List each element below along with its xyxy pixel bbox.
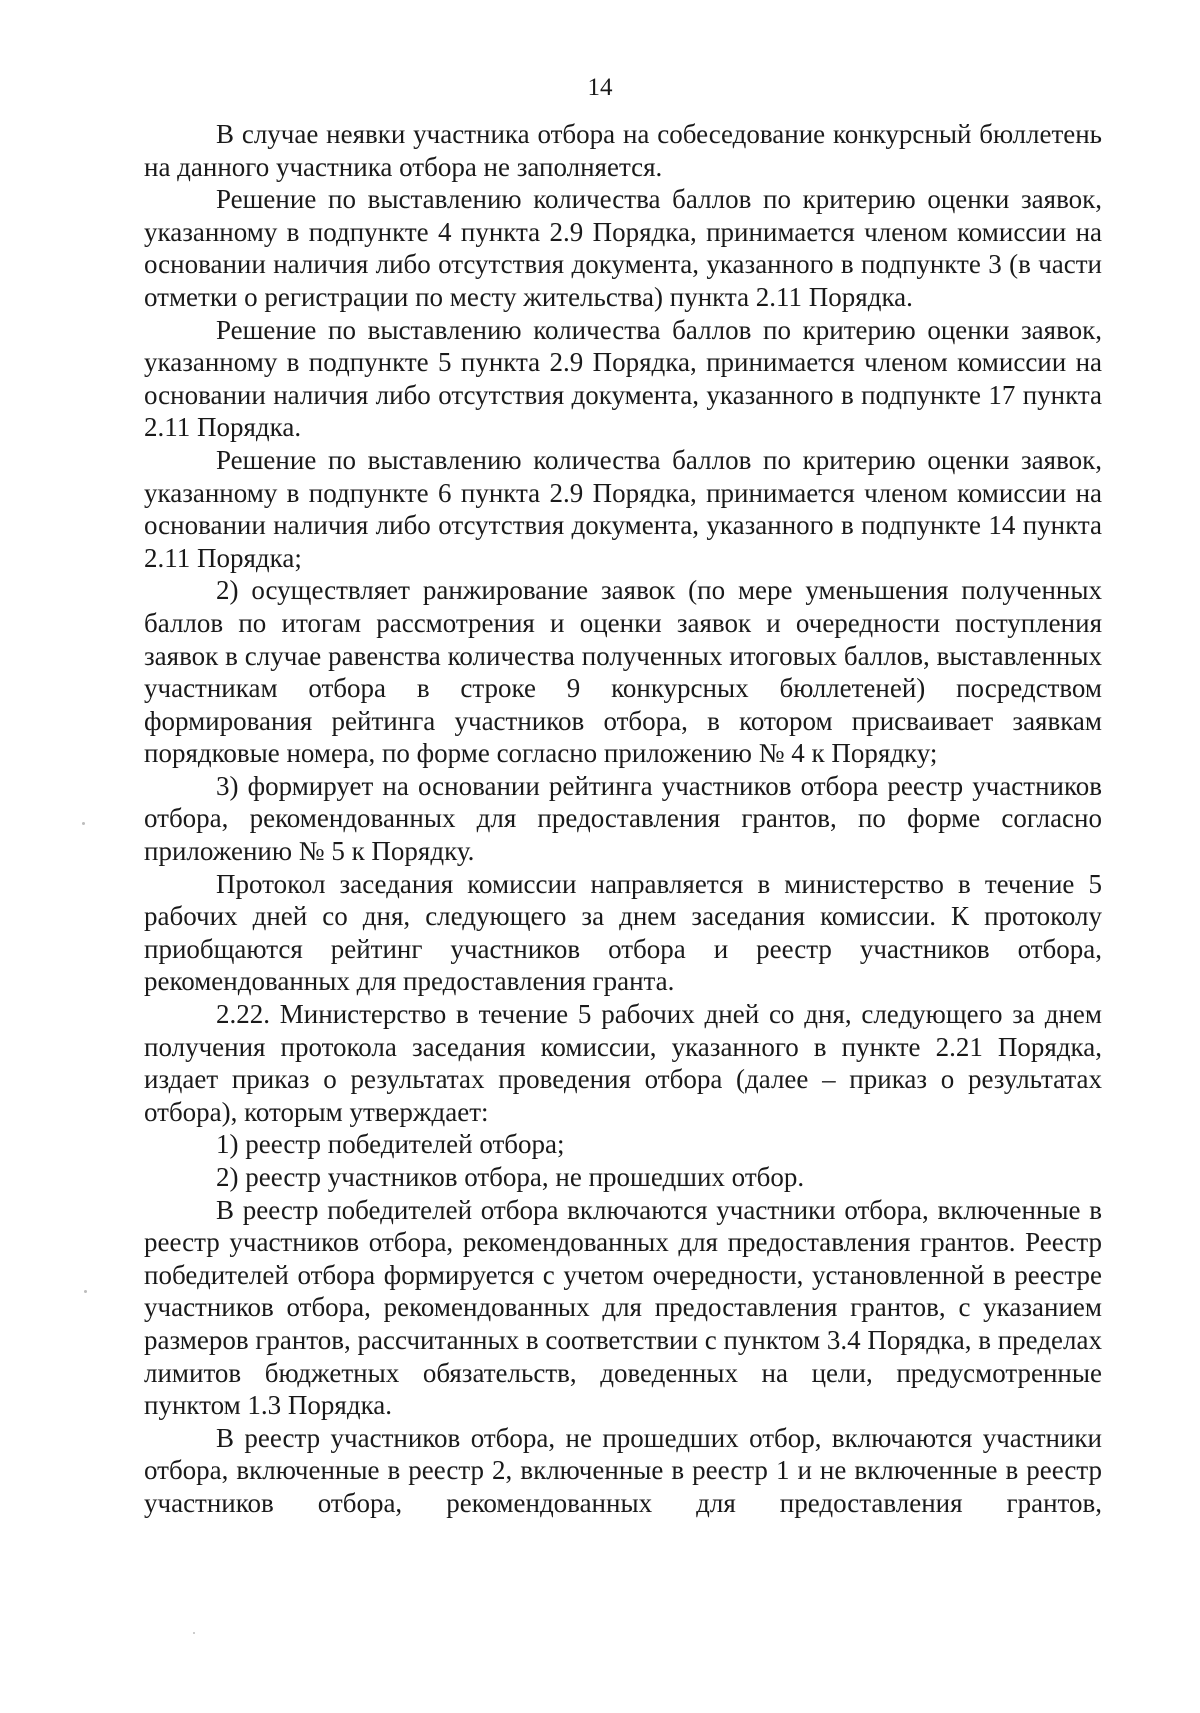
paragraph: В реестр участников отбора, не прошедших отбор, включаются участники отбора, включенные в реестр 2, включенные в реестр 1 и не включенные в реестр участников отбора, рекомендованных для предоставления грантов, — [144, 1422, 1102, 1518]
paragraph: Решение по выставлению количества баллов по критерию оценки заявок, указанному в подпункте 4 пункта 2.9 Порядка, принимается членом комиссии на основании наличия либо отсутствия документа, указанного в подпункте 3 (в части отметки о регистрации по месту жительства) пункта 2.11 Порядка. — [144, 184, 1102, 312]
paragraph: 3) формирует на основании рейтинга участников отбора реестр участников отбора, рекомендованных для предоставления грантов, по форме согласно приложению № 5 к Порядку. — [144, 770, 1102, 867]
paragraph: 2) реестр участников отбора, не прошедших отбор. — [216, 1162, 805, 1192]
paragraph: В реестр победителей отбора включаются участники отбора, включенные в реестр участников отбора, рекомендованных для предоставления грантов. Реестр победителей отбора формируется с учетом очередности, установленной в реестре участников отбора, рекомендованных для предоставления грантов, с указанием размеров грантов, рассчитанных в соответствии с пунктом 3.4 Порядка, в пределах лимитов бюджетных обязательств, доведенных на цели, предусмотренные пунктом 1.3 Порядка. — [144, 1194, 1102, 1421]
paragraph: Решение по выставлению количества баллов по критерию оценки заявок, указанному в подпункте 6 пункта 2.9 Порядка, принимается членом комиссии на основании наличия либо отсутствия документа, указанного в подпункте 14 пункта 2.11 Порядка; — [144, 444, 1102, 573]
paragraph: 1) реестр победителей отбора; — [216, 1129, 565, 1160]
paragraph: Протокол заседания комиссии направляется в министерство в течение 5 рабочих дней со дня, следующего за днем заседания комиссии. К протоколу приобщаются рейтинг участников отбора и реестр участников отбора, рекомендованных для предоставления гранта. — [144, 868, 1102, 997]
scan-speck — [82, 822, 85, 825]
page-number: 14 — [587, 74, 613, 101]
paragraph: Решение по выставлению количества баллов по критерию оценки заявок, указанному в подпункте 5 пункта 2.9 Порядка, принимается членом комиссии на основании наличия либо отсутствия документа, указанного в подпункте 17 пункта 2.11 Порядка. — [144, 314, 1102, 443]
scan-speck — [193, 1632, 195, 1634]
paragraph: 2) осуществляет ранжирование заявок (по мере уменьшения полученных баллов по итогам рассмотрения и оценки заявок и очередности поступления заявок в случае равенства количества полученных итоговых баллов, выставленных участникам отбора в строке 9 конкурсных бюллетеней) посредством формирования рейтинга участников отбора, в котором присваивает заявкам порядковые номера, по форме согласно приложению № 4 к Порядку; — [144, 575, 1102, 769]
scan-speck — [84, 1290, 87, 1293]
paragraph: 2.22. Министерство в течение 5 рабочих дней со дня, следующего за днем получения протокола заседания комиссии, указанного в пункте 2.21 Порядка, издает приказ о результатах проведения отбора (далее – приказ о результатах отбора), которым утверждает: — [144, 999, 1102, 1127]
paragraph: В случае неявки участника отбора на собеседование конкурсный бюллетень на данного участника отбора не заполняется. — [144, 119, 1102, 182]
document-body — [144, 118, 1102, 1520]
